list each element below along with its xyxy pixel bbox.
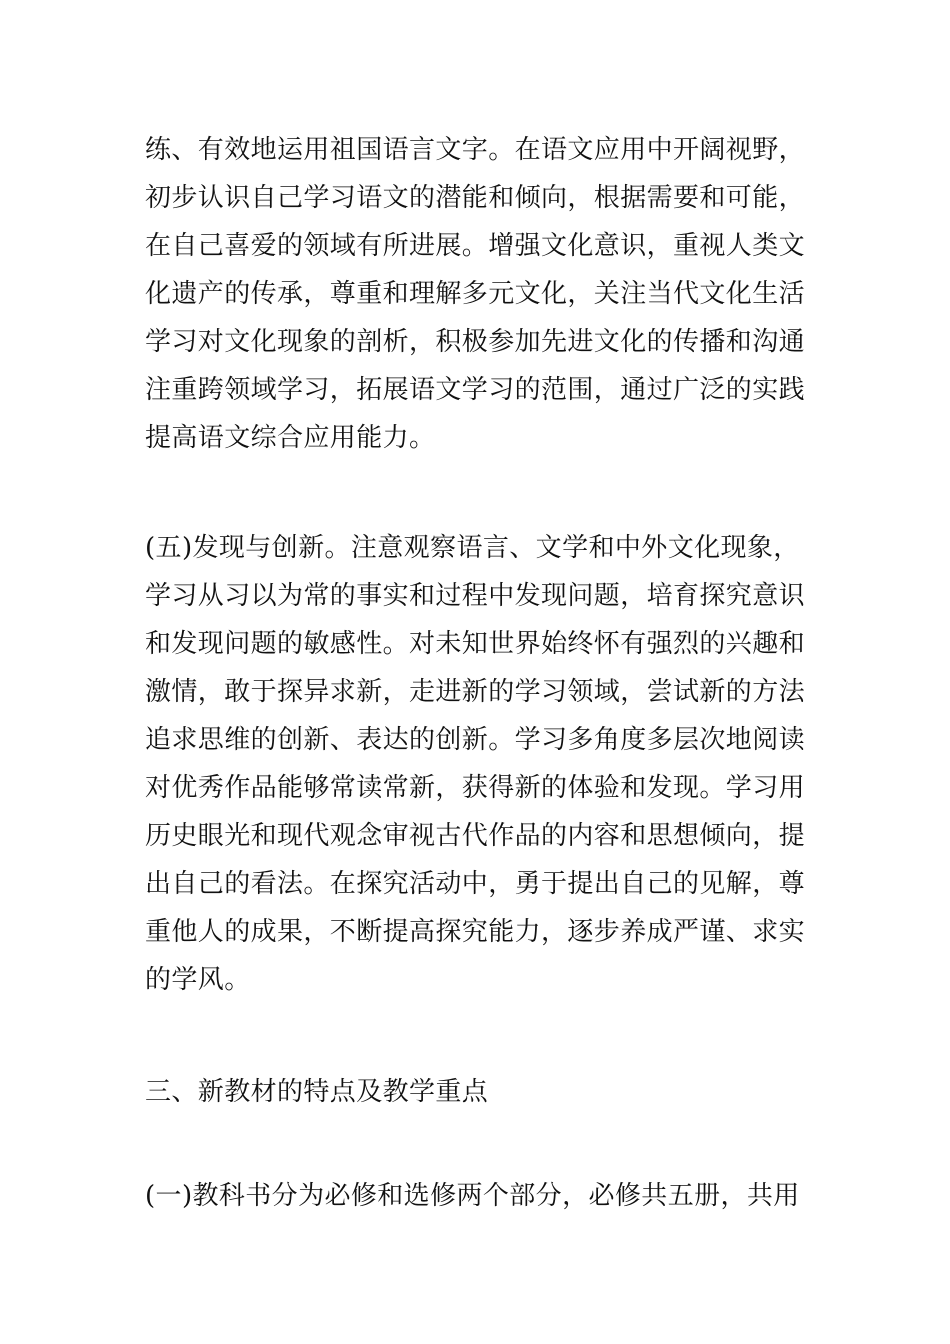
paragraph-line: 在自己喜爱的领域有所进展。增强文化意识，重视人类文: [145, 231, 806, 261]
paragraph-line: 的学风。: [145, 965, 251, 995]
paragraph-line: 出自己的看法。在探究活动中，勇于提出自己的见解，尊: [145, 869, 806, 899]
paragraph-line: 注重跨领域学习，拓展语文学习的范围，通过广泛的实践: [145, 375, 806, 405]
paragraph-line: 提高语文综合应用能力。: [145, 423, 436, 453]
paragraph-line: 激情，敢于探异求新，走进新的学习领域，尝试新的方法: [145, 677, 806, 707]
paragraph-line: 历史眼光和现代观念审视古代作品的内容和思想倾向，提: [145, 821, 806, 851]
paragraph-line: 初步认识自己学习语文的潜能和倾向，根据需要和可能，: [145, 183, 806, 213]
section-heading: 三、新教材的特点及教学重点: [145, 1077, 489, 1107]
paragraph-line: 练、有效地运用祖国语言文字。在语文应用中开阔视野，: [145, 135, 806, 165]
paragraph-line: 和发现问题的敏感性。对未知世界始终怀有强烈的兴趣和: [145, 629, 806, 659]
paragraph-line: (一)教科书分为必修和选修两个部分，必修共五册，共用: [145, 1181, 800, 1211]
paragraph-line: 重他人的成果，不断提高探究能力，逐步养成严谨、求实: [145, 917, 806, 947]
paragraph-line: (五)发现与创新。注意观察语言、文学和中外文化现象，: [145, 533, 800, 563]
paragraph-line: 化遗产的传承，尊重和理解多元文化，关注当代文化生活: [145, 279, 806, 309]
paragraph-line: 学习从习以为常的事实和过程中发现问题，培育探究意识: [145, 581, 806, 611]
paragraph-line: 学习对文化现象的剖析，积极参加先进文化的传播和沟通: [145, 327, 806, 357]
paragraph-line: 对优秀作品能够常读常新，获得新的体验和发现。学习用: [145, 773, 806, 803]
paragraph-line: 追求思维的创新、表达的创新。学习多角度多层次地阅读: [145, 725, 806, 755]
